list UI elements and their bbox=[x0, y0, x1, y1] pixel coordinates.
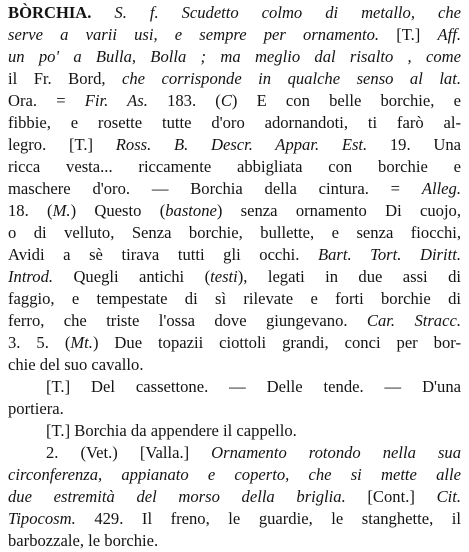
italic-text: S. f. bbox=[114, 3, 159, 22]
italic-text: che corrisponde in qualche senso al lat. bbox=[105, 69, 461, 88]
text-span: faggio, e tempestate di sì rilevate e forti borchie di bbox=[8, 289, 461, 308]
text-span: o di velluto, Senza borchie, bullette, e senza fiocchi, bbox=[8, 223, 461, 242]
italic-text: Aff. bbox=[437, 25, 461, 44]
text-span: 2. (Vet.) [Valla.] bbox=[46, 443, 212, 462]
italic-text: Cit. bbox=[436, 487, 461, 506]
text-span: il Fr. bbox=[8, 69, 69, 88]
text-line bbox=[8, 288, 461, 310]
text-span: [T.] Del cassettone. — Delle tende. — D'una bbox=[46, 377, 461, 396]
text-span: 19. Una bbox=[367, 135, 461, 154]
text-span: [T.] bbox=[379, 25, 438, 44]
italic-text: testi bbox=[210, 267, 238, 286]
text-span: chie del suo cavallo. bbox=[8, 355, 144, 374]
text-line bbox=[8, 332, 461, 354]
text-span: legro. [T.] bbox=[8, 135, 116, 154]
text-line bbox=[8, 530, 461, 552]
italic-text: Mt. bbox=[70, 333, 93, 352]
italic-text: Introd. bbox=[8, 267, 54, 286]
text-line bbox=[46, 376, 461, 398]
text-line bbox=[8, 134, 461, 156]
text-span: portiera. bbox=[8, 399, 64, 418]
italic-text: C bbox=[220, 91, 232, 110]
text-span: ) Questo ( bbox=[70, 201, 166, 220]
text-span: ricca vesta... riccamente abbigliata con borchie e bbox=[8, 157, 461, 176]
text-span: barbozzale, le borchie. bbox=[8, 531, 159, 550]
text-line bbox=[46, 420, 461, 442]
text-line bbox=[8, 398, 461, 420]
italic-text: Scudetto colmo di metallo, che bbox=[181, 3, 461, 22]
text-line bbox=[8, 244, 461, 266]
text-span: ) senza ornamento Di cuojo, bbox=[216, 201, 461, 220]
italic-text: serve a varii usi, e sempre per ornamento. bbox=[8, 25, 380, 44]
italic-text: Ornamento rotondo nella sua bbox=[211, 443, 461, 462]
italic-text: M. bbox=[52, 201, 71, 220]
text-span: 429. Il freno, le guardie, le stanghette, il bbox=[75, 509, 461, 528]
text-line bbox=[8, 266, 461, 288]
italic-text: bastone bbox=[165, 201, 217, 220]
italic-text: Fir. As. bbox=[84, 91, 148, 110]
italic-text: Ross. B. Descr. Appar. Est. bbox=[115, 135, 368, 154]
italic-text: Bart. Tort. Diritt. bbox=[317, 245, 461, 264]
text-span: ) Due topazii ciottoli grandi, conci per bor- bbox=[92, 333, 461, 352]
text-span: [T.] Borchia da appendere il cappello. bbox=[46, 421, 297, 440]
text-line bbox=[8, 486, 461, 508]
text-span bbox=[159, 3, 182, 22]
text-line bbox=[8, 156, 461, 178]
text-span bbox=[91, 3, 114, 22]
italic-text: circonferenza, appianato e coperto, che si mette alle bbox=[8, 465, 461, 484]
text-span: ) E con belle borchie, e bbox=[231, 91, 461, 110]
text-line bbox=[46, 442, 461, 464]
text-span: [Cont.] bbox=[345, 487, 437, 506]
text-line bbox=[8, 508, 461, 530]
text-line bbox=[8, 178, 461, 200]
text-span: 3. 5. ( bbox=[8, 333, 71, 352]
text-span: 183. ( bbox=[147, 91, 221, 110]
italic-text: Car. Stracc. bbox=[366, 311, 461, 330]
text-line bbox=[8, 354, 461, 376]
text-line bbox=[8, 310, 461, 332]
italic-text: Alleg. bbox=[421, 179, 461, 198]
text-span: maschere d'oro. — Borchia della cintura. = bbox=[8, 179, 422, 198]
text-line bbox=[8, 2, 461, 24]
text-line bbox=[8, 46, 461, 68]
text-line bbox=[8, 90, 461, 112]
italic-text: due estremità del morso della briglia. bbox=[8, 487, 346, 506]
text-line bbox=[8, 200, 461, 222]
text-line bbox=[8, 24, 461, 46]
text-span: Quegli antichi ( bbox=[53, 267, 211, 286]
text-span: Bord, bbox=[68, 69, 106, 88]
headword: BÒRCHIA. bbox=[8, 3, 92, 22]
italic-text: Tipocosm. bbox=[8, 509, 76, 528]
text-span: fibbie, e rosette tutte d'oro adornandoti, ti farò al- bbox=[8, 113, 461, 132]
text-line bbox=[8, 68, 461, 90]
text-line bbox=[8, 464, 461, 486]
text-line bbox=[8, 222, 461, 244]
italic-text: un po' a Bulla, Bolla ; ma meglio dal risalto , come bbox=[8, 47, 461, 66]
text-span: ferro, che triste l'ossa dove giungevano. bbox=[8, 311, 367, 330]
text-span: ), legati in due assi di bbox=[237, 267, 461, 286]
text-span: Avidi a sè tirava tutti gli occhi. bbox=[8, 245, 318, 264]
text-line bbox=[8, 112, 461, 134]
text-span: 18. ( bbox=[8, 201, 53, 220]
text-span: Ora. = bbox=[8, 91, 85, 110]
